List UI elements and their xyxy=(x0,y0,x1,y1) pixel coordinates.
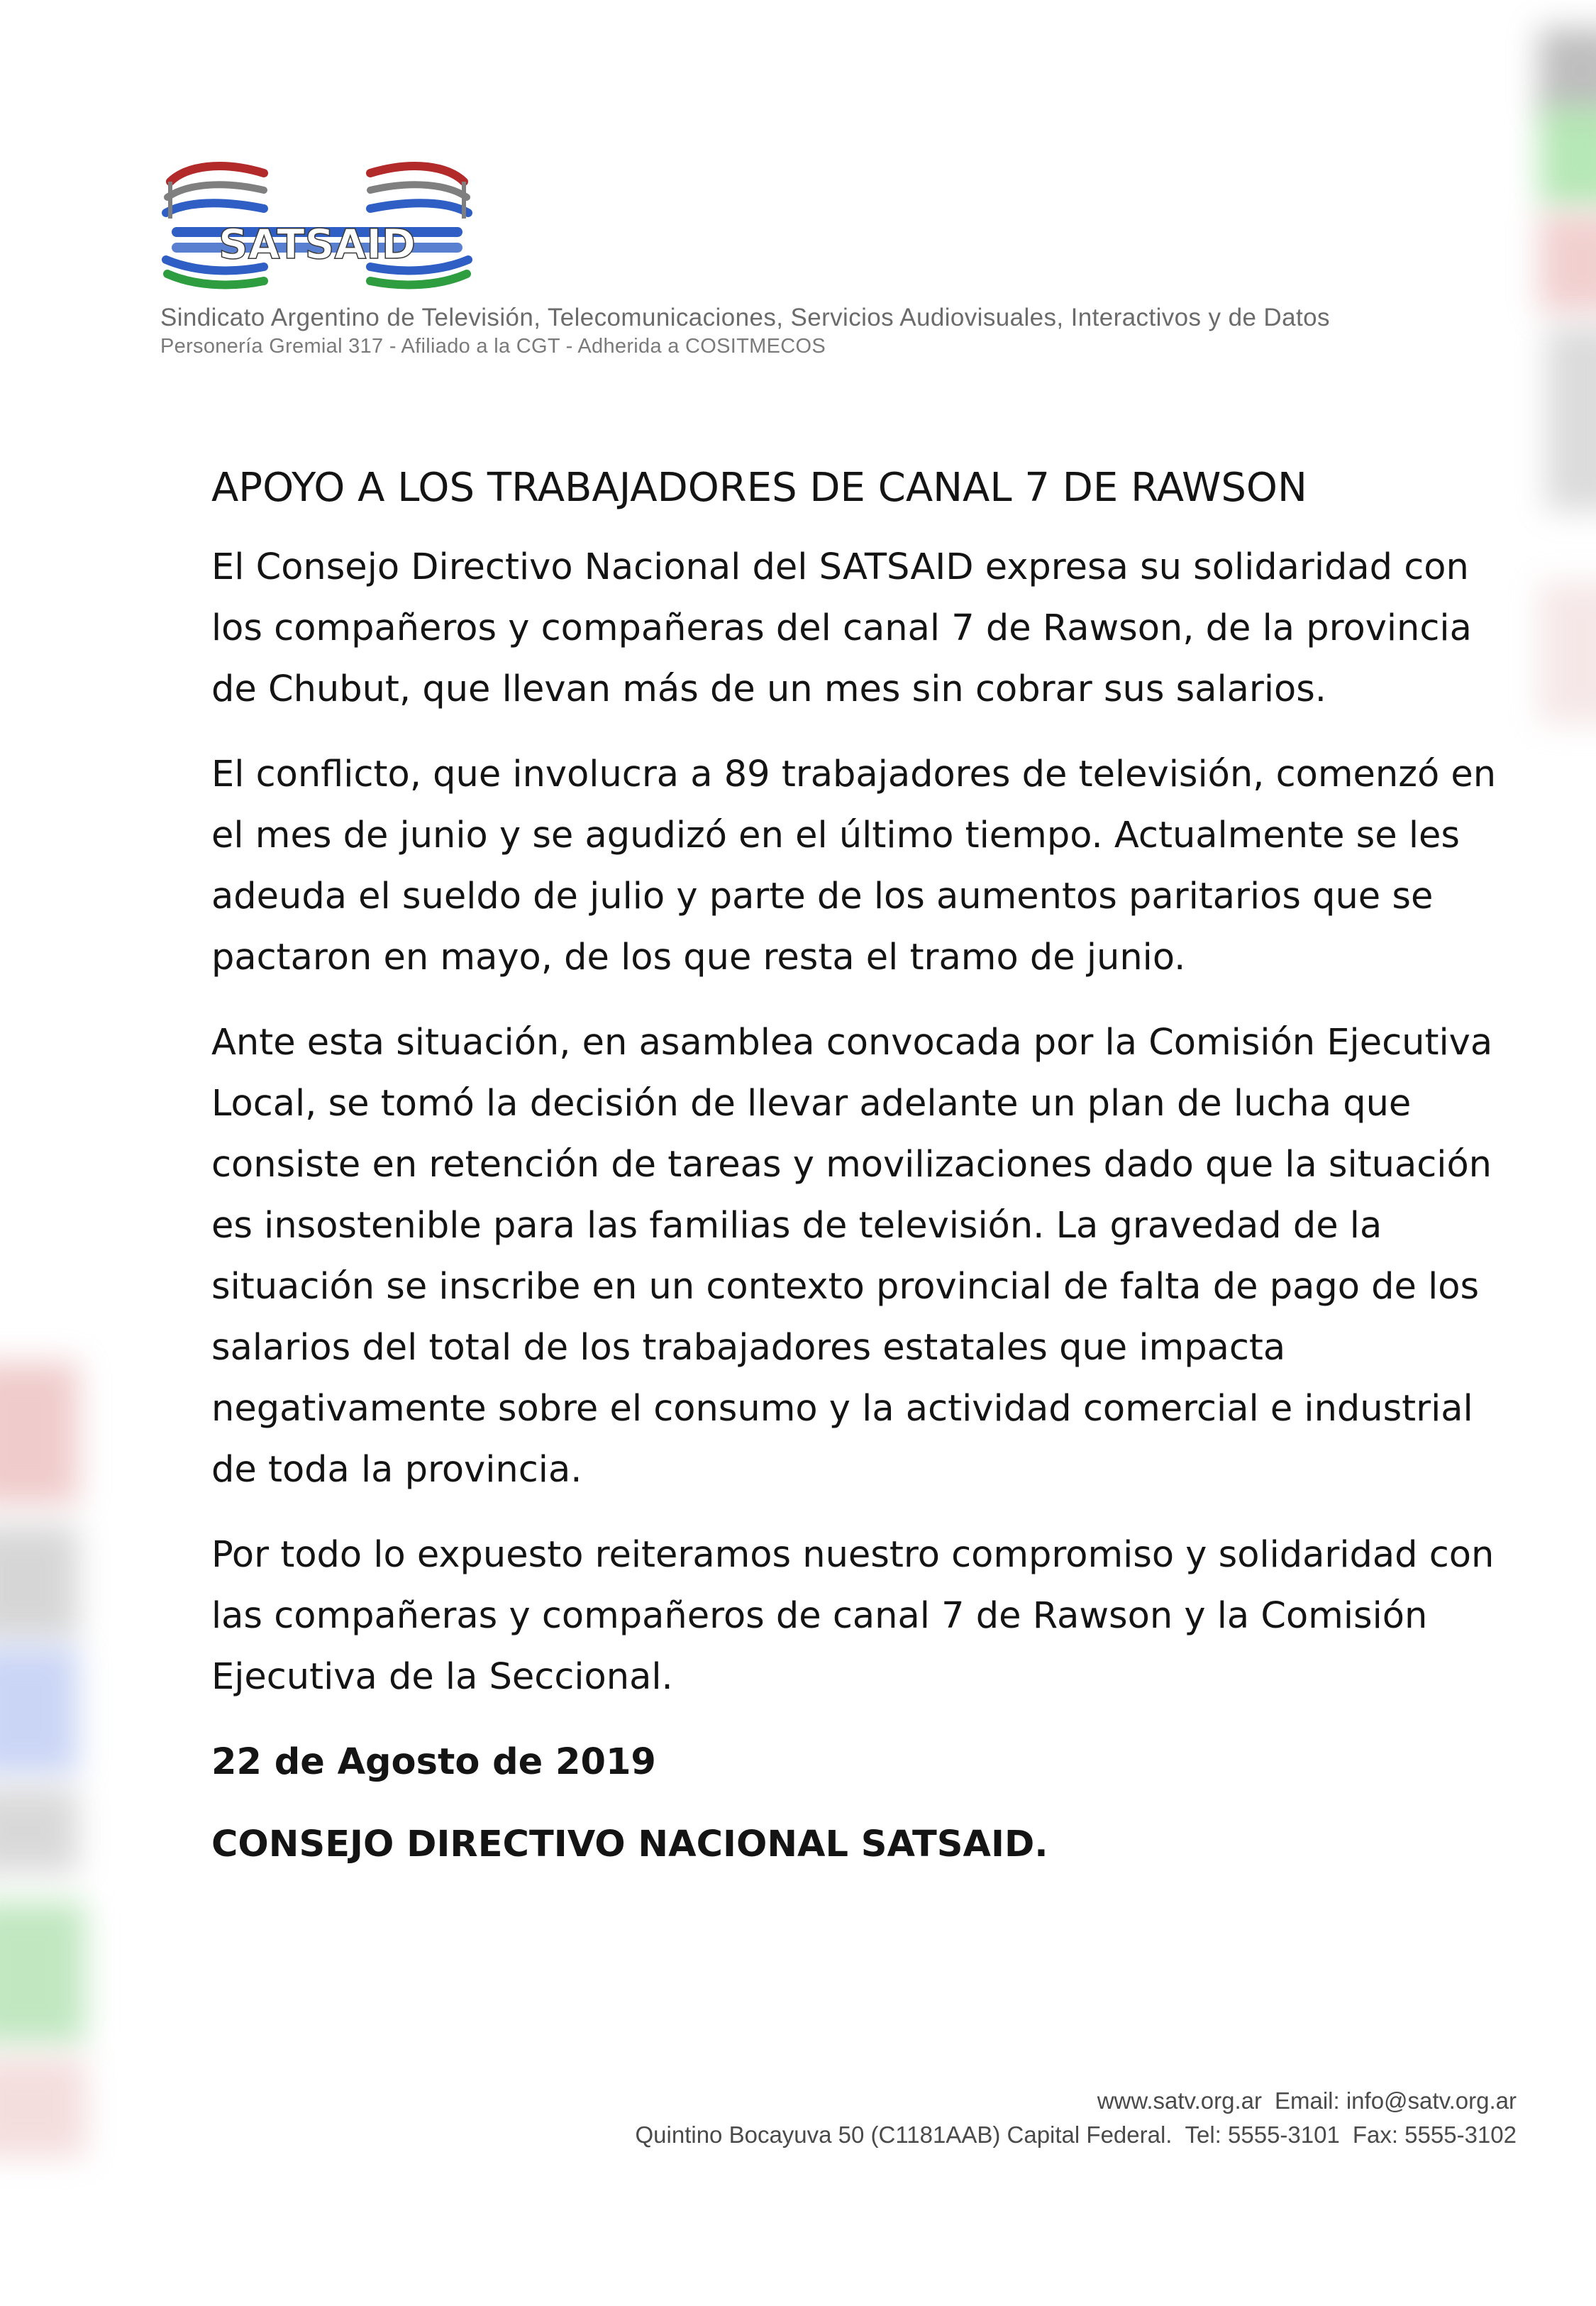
footer-address: Quintino Bocayuva 50 (C1181AAB) Capital Federal. xyxy=(635,2122,1173,2148)
edge-smudge xyxy=(1539,106,1596,206)
footer-fax: Fax: 5555-3102 xyxy=(1352,2122,1517,2148)
edge-smudge xyxy=(1546,326,1596,511)
logo-wordmark: SATSAID xyxy=(218,220,416,268)
footer-contact xyxy=(1085,2087,1517,2114)
paragraph-1: El Consejo Directivo Nacional del SATSAID expresa su solidaridad con los compañeros y compañeras del canal 7 de Rawson, de la provincia de Chubut, que llevan más de un mes sin cobrar sus salarios. xyxy=(211,546,1472,710)
edge-smudge xyxy=(0,1646,78,1774)
footer-address-line xyxy=(623,2122,1517,2148)
document-signature: CONSEJO DIRECTIVO NACIONAL SATSAID. xyxy=(211,1824,1048,1865)
footer-website[interactable]: www.satv.org.ar xyxy=(1097,2087,1262,2114)
paragraph-4: Por todo lo expuesto reiteramos nuestro compromiso y solidaridad con las compañeras y compañeros de canal 7 de Rawson y la Comisión Ejecutiva de la Seccional. xyxy=(211,1534,1495,1698)
edge-smudge xyxy=(1539,28,1596,114)
footer-email[interactable]: Email: info@satv.org.ar xyxy=(1274,2087,1517,2114)
organization-name: Sindicato Argentino de Televisión, Telecomunicaciones, Servicios Audiovisuales, Interactivos y de Datos xyxy=(160,304,1330,331)
edge-smudge xyxy=(1539,213,1596,312)
edge-smudge xyxy=(0,1526,78,1639)
letter-body xyxy=(211,458,1509,1897)
paragraph-3: Ante esta situación, en asamblea convocada por la Comisión Ejecutiva Local, se tomó la decisión de llevar adelante un plan de lucha que consiste en retención de tareas y movilizaciones dado que la situación es insostenible para las familias de televisión. La gravedad de la situación se inscribe en un contexto provincial de falta de pago de los salarios del total de los trabajadores estatales que impacta negativamente sobre el consumo y la actividad comercial e industrial de toda la provincia. xyxy=(211,1022,1493,1491)
edge-smudge xyxy=(0,1788,78,1873)
document-date: 22 de Agosto de 2019 xyxy=(211,1741,656,1783)
footer-tel: Tel: 5555-3101 xyxy=(1185,2122,1340,2148)
document-title: APOYO A LOS TRABAJADORES DE CANAL 7 DE RAWSON xyxy=(211,465,1307,511)
organization-registration: Personería Gremial 317 - Afiliado a la CGT - Adherida a COSITMECOS xyxy=(160,335,826,358)
edge-smudge xyxy=(1539,582,1596,724)
paragraph-2: El conflicto, que involucra a 89 trabajadores de televisión, comenzó en el mes de junio y se agudizó en el último tiempo. Actualmente se les adeuda el sueldo de julio y parte de los aumentos paritarios que se pactaron en mayo, de los que resta el tramo de junio. xyxy=(211,754,1497,978)
edge-smudge xyxy=(0,2058,85,2157)
edge-smudge xyxy=(0,1362,78,1504)
edge-smudge xyxy=(0,1902,85,2043)
satsaid-logo xyxy=(157,153,477,295)
